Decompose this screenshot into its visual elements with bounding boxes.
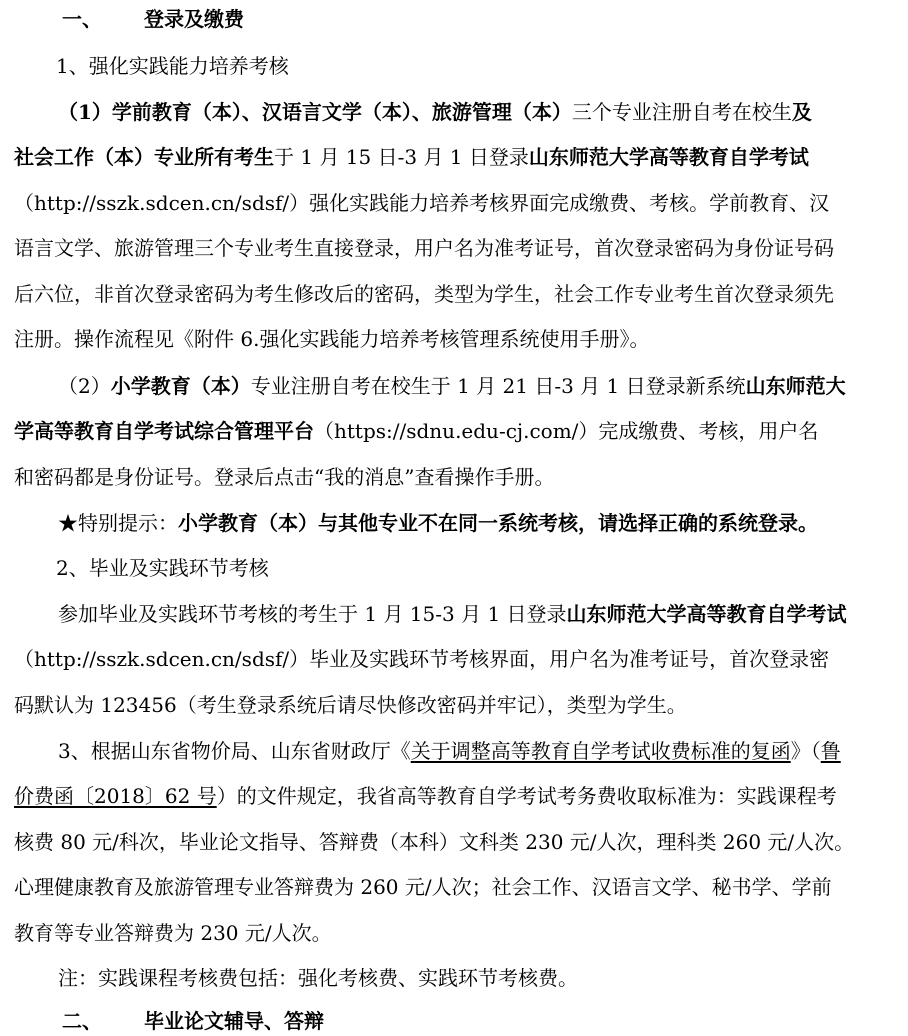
item2-line-1: 参加毕业及实践环节考核的考生于 1 月 15-3 月 1 日登录山东师范大学高等教育自学考试 <box>58 602 847 626</box>
fee-note: 注：实践课程考核费包括：强化考核费、实践环节考核费。 <box>58 966 578 990</box>
section-heading-1 <box>62 4 244 34</box>
document-title-link: 关于调整高等教育自学考试收费标准的复函 <box>410 739 791 763</box>
item3-line-4: 心理健康教育及旅游管理专业答辩费为 260 元/人次；社会工作、汉语言文学、秘书学、学前 <box>14 875 832 899</box>
notice-star: ★特别提示： <box>58 511 178 535</box>
p1-line-3: （http://sszk.sdcen.cn/sdsf/）强化实践能力培养考核界面完成缴费、考核。学前教育、汉 <box>14 191 830 215</box>
notice-text: 小学教育（本）与其他专业不在同一系统考核，请选择正确的系统登录。 <box>178 511 818 535</box>
item-1-title: 1、强化实践能力培养考核 <box>56 54 289 78</box>
item3-line-2: 价费函〔2018〕62 号）的文件规定，我省高等教育自学考试考务费收取标准为：实践课程考 <box>14 784 837 808</box>
p1-line-1: （1）学前教育（本）、汉语言文学（本）、旅游管理（本）三个专业注册自考在校生及 <box>58 100 812 124</box>
item3-line-3: 核费 80 元/科次，毕业论文指导、答辩费（本科）文科类 230 元/人次，理科类 260 元/人次。 <box>14 830 855 854</box>
item2-line-2: （http://sszk.sdcen.cn/sdsf/）毕业及实践环节考核界面，用户名为准考证号，首次登录密 <box>14 647 830 671</box>
p2-line-2: 学高等教育自学考试综合管理平台（https://sdnu.edu-cj.com/）完成缴费、考核，用户名 <box>14 419 819 443</box>
section-number: 一、 <box>62 7 102 31</box>
p1-line-5: 后六位，非首次登录密码为考生修改后的密码，类型为学生，社会工作专业考生首次登录须先 <box>14 282 834 306</box>
item3-line-5: 教育等专业答辩费为 230 元/人次。 <box>14 921 332 945</box>
section-number: 二、 <box>62 1009 102 1033</box>
section-title: 登录及缴费 <box>144 7 244 31</box>
p1-line-6: 注册。操作流程见《附件 6.强化实践能力培养考核管理系统使用手册》。 <box>14 327 650 351</box>
p1-line-4: 语言文学、旅游管理三个专业考生直接登录，用户名为准考证号，首次登录密码为身份证号码 <box>14 236 834 260</box>
p2-line-1: （2）小学教育（本）专业注册自考在校生于 1 月 21 日-3 月 1 日登录新系统山东师范大 <box>58 374 846 398</box>
item3-line-1: 3、根据山东省物价局、山东省财政厅《关于调整高等教育自学考试收费标准的复函》（鲁 <box>58 739 841 763</box>
item-2-title: 2、毕业及实践环节考核 <box>56 556 269 580</box>
document-number: 价费函〔2018〕62 号 <box>14 784 217 808</box>
special-notice <box>58 508 818 538</box>
p2-line-3: 和密码都是身份证号。登录后点击“我的消息”查看操作手册。 <box>14 465 555 489</box>
p1-line-2: 社会工作（本）专业所有考生于 1 月 15 日-3 月 1 日登录山东师范大学高等教育自学考试 <box>14 145 809 169</box>
item2-line-3: 码默认为 123456（考生登录系统后请尽快修改密码并牢记），类型为学生。 <box>14 693 687 717</box>
section-title: 毕业论文辅导、答辩 <box>144 1009 324 1033</box>
section-heading-2 <box>62 1006 324 1036</box>
